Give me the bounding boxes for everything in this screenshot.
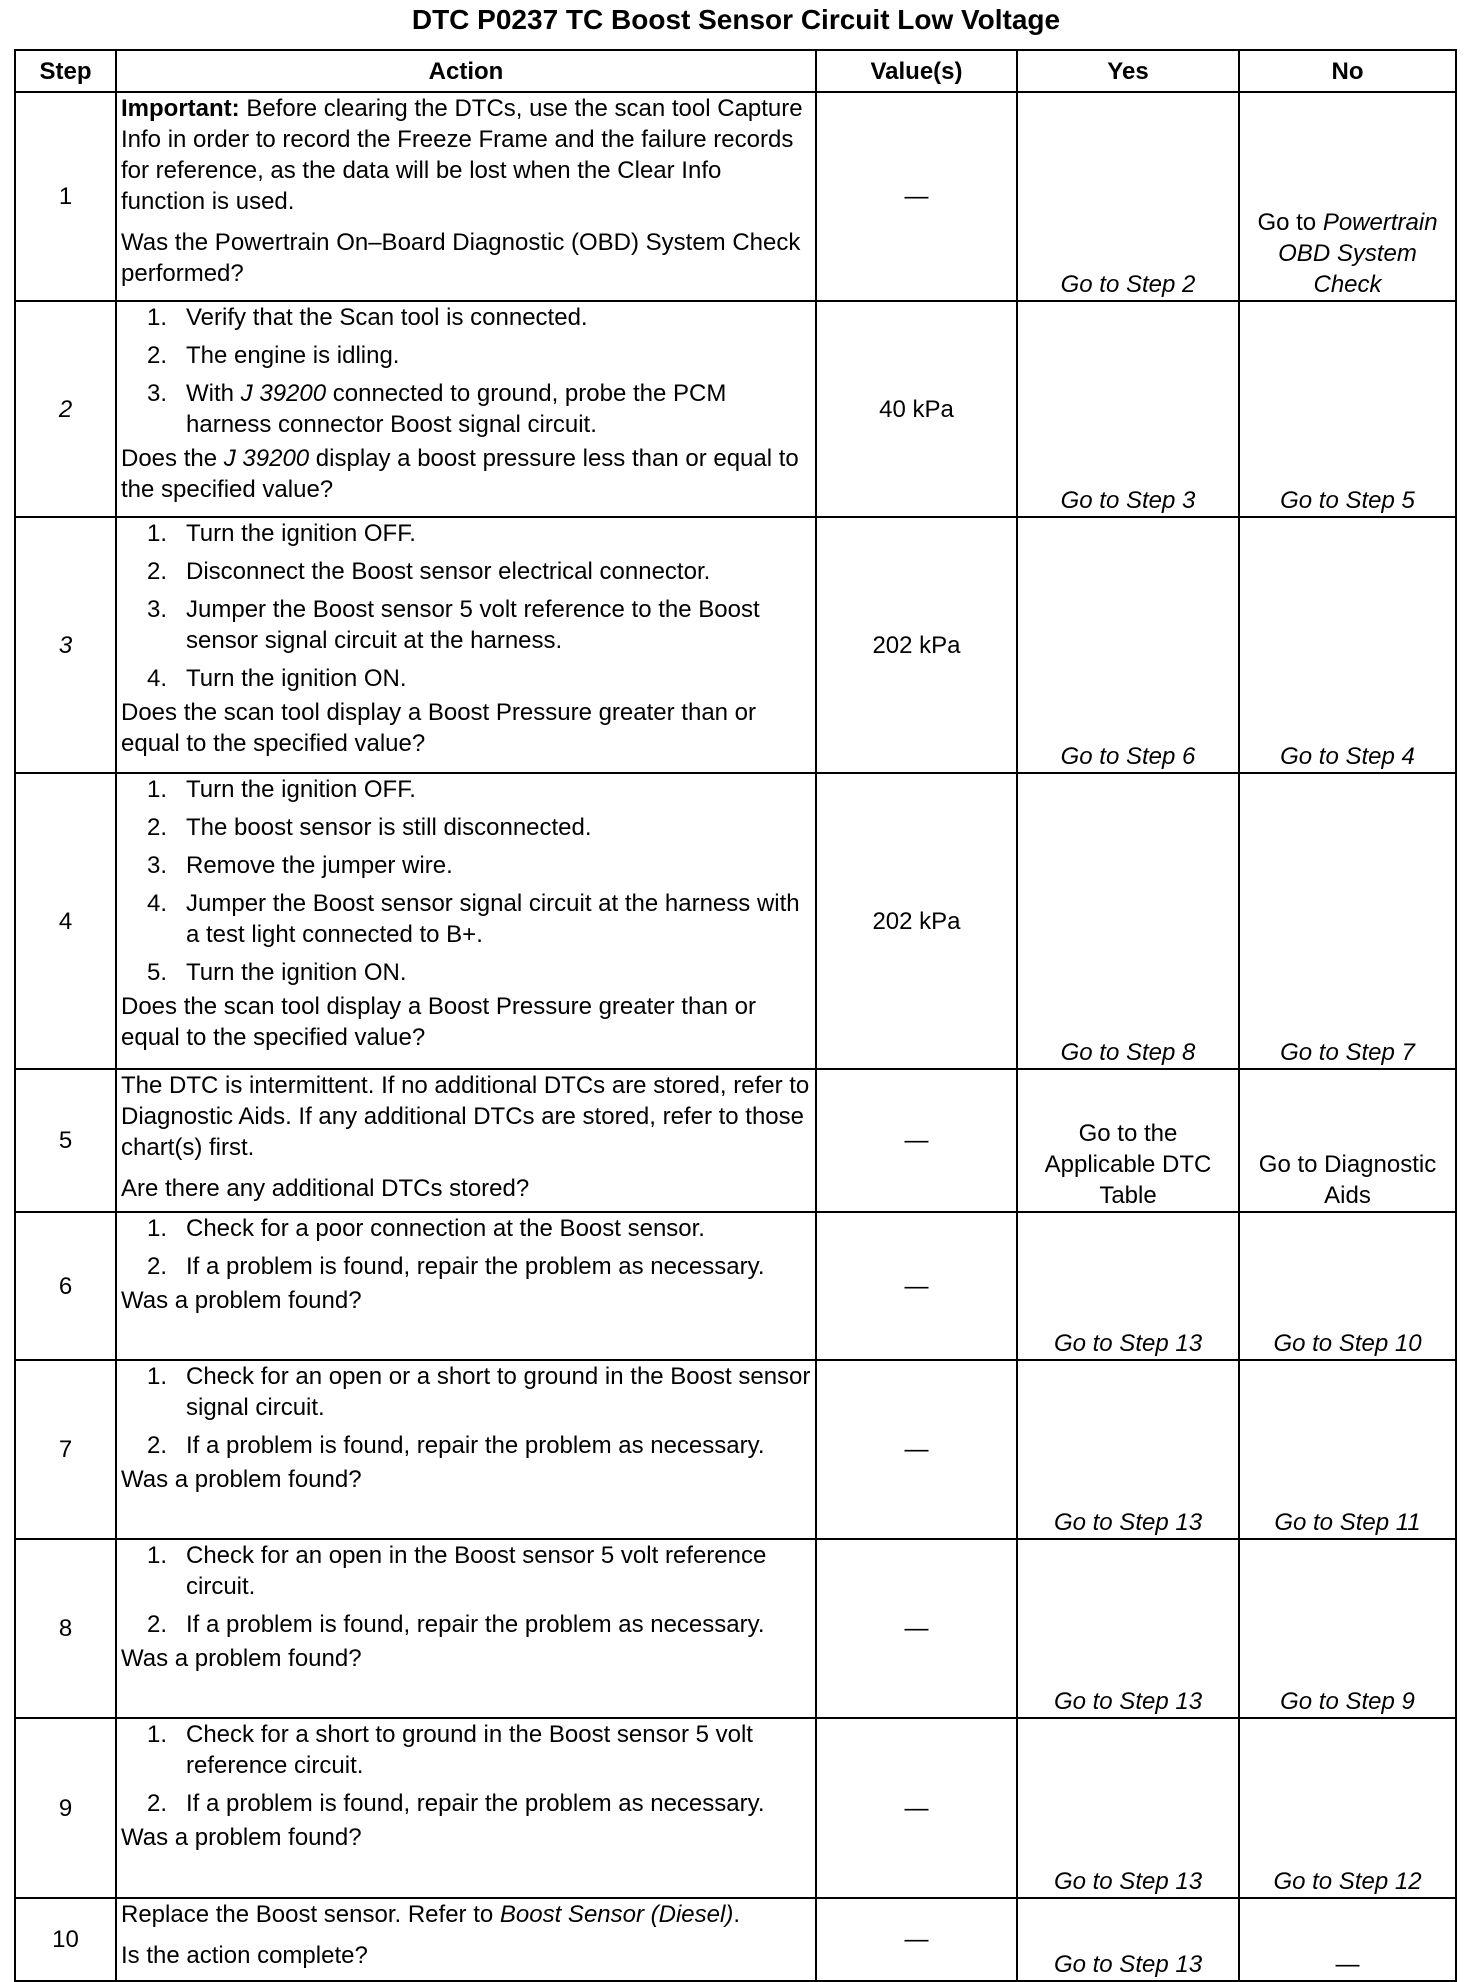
table-row [15, 1898, 1456, 1981]
list-item: 3. Jumper the Boost sensor 5 volt reference to the Boost sensor signal circuit at the harness. [147, 596, 760, 654]
yes-link[interactable]: Go to Step 13 [1017, 1898, 1239, 1981]
header-action: Action [116, 50, 816, 92]
list-item: 4. Jumper the Boost sensor signal circuit at the harness with a test light connected to B+. [147, 890, 800, 948]
action-steps [121, 1361, 811, 1461]
action-cell [116, 1898, 816, 1981]
value-cell: — [816, 1212, 1017, 1360]
yes-link[interactable]: Go to Step 8 [1017, 773, 1239, 1069]
yes-link[interactable]: Go to Step 3 [1017, 301, 1239, 517]
list-item: 1. Turn the ignition OFF. [147, 776, 416, 803]
list-item: 3. Remove the jumper wire. [147, 852, 453, 879]
step-number: 1 [15, 92, 116, 301]
action-cell [116, 773, 816, 1069]
step-number: 9 [15, 1718, 116, 1898]
action-steps [121, 774, 811, 988]
list-item: 2. If a problem is found, repair the problem as necessary. [147, 1790, 765, 1817]
action-question: Was a problem found? [121, 1287, 362, 1314]
action-steps [121, 1213, 811, 1282]
table-row [15, 301, 1456, 517]
header-row [15, 50, 1456, 92]
table-row [15, 92, 1456, 301]
step-number: 5 [15, 1069, 116, 1212]
action-steps [121, 1719, 811, 1819]
no-link[interactable]: Go to Step 5 [1239, 301, 1456, 517]
yes-link[interactable]: Go to Step 13 [1017, 1360, 1239, 1539]
step-number: 4 [15, 773, 116, 1069]
value-cell: — [816, 1898, 1017, 1981]
action-question: Was a problem found? [121, 1466, 362, 1493]
list-item: 2. If a problem is found, repair the problem as necessary. [147, 1253, 765, 1280]
table-row [15, 1069, 1456, 1212]
value-cell: 40 kPa [816, 301, 1017, 517]
table-row [15, 1212, 1456, 1360]
action-text: The DTC is intermittent. If no additional DTCs are stored, refer to Diagnostic Aids. If any additional DTCs are stored, refer to those chart(s) first. [121, 1072, 810, 1161]
value-cell: 202 kPa [816, 517, 1017, 773]
list-item: 2. The engine is idling. [147, 342, 400, 369]
action-cell [116, 92, 816, 301]
action-question: Was a problem found? [121, 1645, 362, 1672]
no-link[interactable] [1239, 92, 1456, 301]
no-value: — [1239, 1898, 1456, 1981]
action-cell [116, 1718, 816, 1898]
list-item: 2. The boost sensor is still disconnected. [147, 814, 592, 841]
step-number: 2 [15, 301, 116, 517]
action-steps [121, 518, 811, 694]
header-yes: Yes [1017, 50, 1239, 92]
diagnostic-table [14, 49, 1457, 1982]
list-item: 1. Check for an open or a short to ground in the Boost sensor signal circuit. [147, 1363, 811, 1421]
table-row [15, 1360, 1456, 1539]
action-question: Was a problem found? [121, 1824, 362, 1851]
action-question: Does the scan tool display a Boost Pressure greater than or equal to the specified value? [121, 993, 757, 1051]
action-cell [116, 301, 816, 517]
no-link-prefix: Go to [1257, 209, 1323, 236]
list-item: 1. Verify that the Scan tool is connected. [147, 304, 588, 331]
action-question: Does the scan tool display a Boost Pressure greater than or equal to the specified value? [121, 699, 757, 757]
action-question: Is the action complete? [121, 1942, 368, 1969]
list-item: 2. If a problem is found, repair the problem as necessary. [147, 1432, 765, 1459]
list-item: 1. Check for an open in the Boost sensor 5 volt reference circuit. [147, 1542, 767, 1600]
value-cell: — [816, 1360, 1017, 1539]
value-cell: — [816, 1718, 1017, 1898]
value-cell: — [816, 92, 1017, 301]
action-text: Replace the Boost sensor. Refer to Boost Sensor (Diesel). [121, 1901, 740, 1928]
yes-link[interactable]: Go to Step 6 [1017, 517, 1239, 773]
header-step: Step [15, 50, 116, 92]
list-item: 5. Turn the ignition ON. [147, 959, 407, 986]
list-item: 1. Turn the ignition OFF. [147, 520, 416, 547]
yes-link[interactable]: Go to Step 2 [1017, 92, 1239, 301]
action-question: Are there any additional DTCs stored? [121, 1175, 530, 1202]
tool-name: J 39200 [240, 380, 327, 407]
yes-link[interactable]: Go to Step 13 [1017, 1212, 1239, 1360]
list-item: 2. If a problem is found, repair the problem as necessary. [147, 1611, 765, 1638]
list-item: 3. With J 39200 connected to ground, probe the PCM harness connector Boost signal circuit. [147, 380, 727, 438]
action-cell [116, 1360, 816, 1539]
action-cell [116, 1069, 816, 1212]
important-note [121, 93, 811, 217]
value-cell: — [816, 1539, 1017, 1718]
list-item: 1. Check for a short to ground in the Boost sensor 5 volt reference circuit. [147, 1721, 753, 1779]
no-link[interactable]: Go to Step 12 [1239, 1718, 1456, 1898]
no-link[interactable]: Go to Step 11 [1239, 1360, 1456, 1539]
no-link[interactable]: Go to Step 4 [1239, 517, 1456, 773]
important-label: Important: [121, 95, 240, 122]
yes-link[interactable]: Go to Step 13 [1017, 1718, 1239, 1898]
list-item: 4. Turn the ignition ON. [147, 665, 407, 692]
step-number: 7 [15, 1360, 116, 1539]
header-value: Value(s) [816, 50, 1017, 92]
action-question: Was the Powertrain On–Board Diagnostic (OBD) System Check performed? [121, 229, 801, 287]
no-link[interactable]: Go to Step 9 [1239, 1539, 1456, 1718]
table-row [15, 1539, 1456, 1718]
action-steps [121, 302, 811, 440]
tool-name: J 39200 [223, 445, 310, 472]
list-item: 1. Check for a poor connection at the Boost sensor. [147, 1215, 705, 1242]
reference-link[interactable]: Boost Sensor (Diesel) [499, 1901, 734, 1928]
action-cell [116, 517, 816, 773]
value-cell: — [816, 1069, 1017, 1212]
table-row [15, 773, 1456, 1069]
action-cell [116, 1539, 816, 1718]
table-row [15, 1718, 1456, 1898]
page-title: DTC P0237 TC Boost Sensor Circuit Low Voltage [411, 4, 1061, 35]
step-number: 3 [15, 517, 116, 773]
header-no: No [1239, 50, 1456, 92]
step-number: 6 [15, 1212, 116, 1360]
no-link[interactable]: Go to Step 10 [1239, 1212, 1456, 1360]
yes-link[interactable]: Go to the Applicable DTC Table [1017, 1069, 1239, 1212]
action-steps [121, 1540, 811, 1640]
action-cell [116, 1212, 816, 1360]
no-link[interactable]: Go to Diagnostic Aids [1239, 1069, 1456, 1212]
no-link[interactable]: Go to Step 7 [1239, 773, 1456, 1069]
yes-link[interactable]: Go to Step 13 [1017, 1539, 1239, 1718]
table-row [15, 517, 1456, 773]
value-cell: 202 kPa [816, 773, 1017, 1069]
list-item: 2. Disconnect the Boost sensor electrical connector. [147, 558, 711, 585]
no-link-target: Powertrain OBD System Check [1278, 209, 1438, 298]
step-number: 10 [15, 1898, 116, 1981]
step-number: 8 [15, 1539, 116, 1718]
action-question: Does the J 39200 display a boost pressure less than or equal to the specified value? [121, 445, 799, 503]
important-text: Before clearing the DTCs, use the scan tool Capture Info in order to record the Freeze Frame and the failure records for reference, as the data will be lost when the Clear Info function is used. [121, 95, 803, 215]
